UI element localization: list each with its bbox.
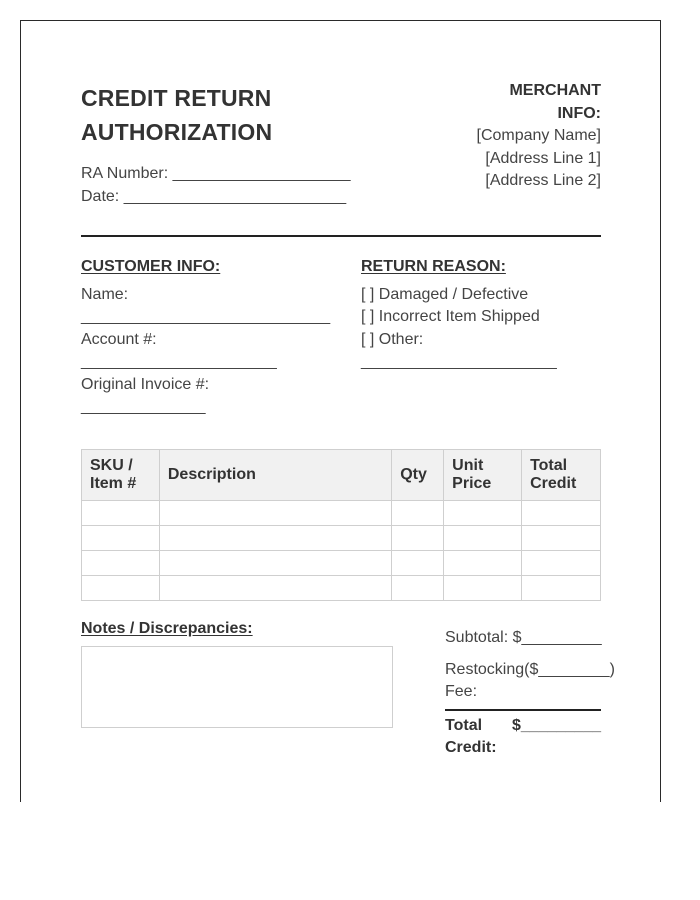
restocking-fee-line-1: Restocking($________): [445, 661, 615, 678]
customer-heading: CUSTOMER INFO:: [81, 258, 221, 275]
customer-account-label: Account #:: [81, 330, 157, 348]
table-cell[interactable]: [82, 501, 160, 526]
merchant-info: [381, 80, 601, 193]
table-cell[interactable]: [392, 551, 444, 576]
table-cell[interactable]: [522, 551, 601, 576]
totals-divider: [445, 709, 601, 711]
column-header-sku: SKU / Item #: [82, 450, 160, 501]
table-cell[interactable]: [522, 526, 601, 551]
total-credit-label-line-1: Total: [445, 717, 483, 734]
return-reason-option-other: [ ] Other:: [361, 330, 424, 348]
merchant-address-1: [Address Line 1]: [485, 149, 601, 167]
merchant-heading-line-2: INFO:: [557, 104, 601, 122]
date-field: Date: _________________________: [81, 188, 347, 205]
table-cell[interactable]: [522, 576, 601, 601]
document-title: [81, 81, 272, 149]
ra-number-field: RA Number: ____________________: [81, 165, 351, 182]
table-cell[interactable]: [159, 501, 391, 526]
customer-invoice-line: ______________: [81, 398, 206, 415]
customer-invoice-label: Original Invoice #:: [81, 375, 210, 393]
customer-account-line: ______________________: [81, 353, 277, 370]
header-divider: [81, 235, 601, 237]
total-credit-label-line-2: Credit:: [445, 739, 497, 756]
table-row: [82, 526, 601, 551]
table-cell[interactable]: [159, 551, 391, 576]
merchant-heading-line-1: MERCHANT: [509, 82, 601, 99]
table-row: [82, 576, 601, 601]
table-row: [82, 551, 601, 576]
customer-info: [81, 256, 330, 419]
notes-box[interactable]: [81, 646, 393, 728]
column-header-unit-price: Unit Price: [444, 450, 522, 501]
return-reason-other-line: ______________________: [361, 353, 557, 370]
merchant-company: [Company Name]: [476, 127, 601, 144]
items-table: [81, 449, 601, 601]
subtotal-field: Subtotal: $_________: [445, 629, 602, 646]
column-header-description: Description: [159, 450, 391, 501]
table-cell[interactable]: [522, 501, 601, 526]
table-cell[interactable]: [444, 526, 522, 551]
merchant-address-2: [Address Line 2]: [485, 172, 601, 189]
notes-heading: Notes / Discrepancies:: [81, 620, 253, 637]
return-reason: [361, 256, 557, 374]
total-credit-value: $_________: [512, 717, 601, 734]
column-header-qty: Qty: [392, 450, 444, 501]
table-cell[interactable]: [159, 576, 391, 601]
table-row: [82, 501, 601, 526]
table-cell[interactable]: [444, 501, 522, 526]
table-cell[interactable]: [82, 551, 160, 576]
table-cell[interactable]: [444, 576, 522, 601]
table-cell[interactable]: [392, 576, 444, 601]
return-reason-option-incorrect: [ ] Incorrect Item Shipped: [361, 308, 540, 325]
table-cell[interactable]: [444, 551, 522, 576]
customer-name-label: Name:: [81, 285, 129, 303]
table-cell[interactable]: [159, 526, 391, 551]
table-cell[interactable]: [392, 526, 444, 551]
table-header-row: [82, 450, 601, 501]
table-cell[interactable]: [392, 501, 444, 526]
restocking-fee-line-2: Fee:: [445, 683, 478, 700]
return-reason-heading: RETURN REASON:: [361, 258, 506, 275]
table-cell[interactable]: [82, 526, 160, 551]
title-line-2: AUTHORIZATION: [81, 119, 273, 145]
table-cell[interactable]: [82, 576, 160, 601]
title-line-1: CREDIT RETURN: [81, 85, 272, 111]
customer-name-line: ____________________________: [81, 308, 331, 325]
return-reason-option-damaged: [ ] Damaged / Defective: [361, 285, 529, 303]
column-header-total-credit: Total Credit: [522, 450, 601, 501]
